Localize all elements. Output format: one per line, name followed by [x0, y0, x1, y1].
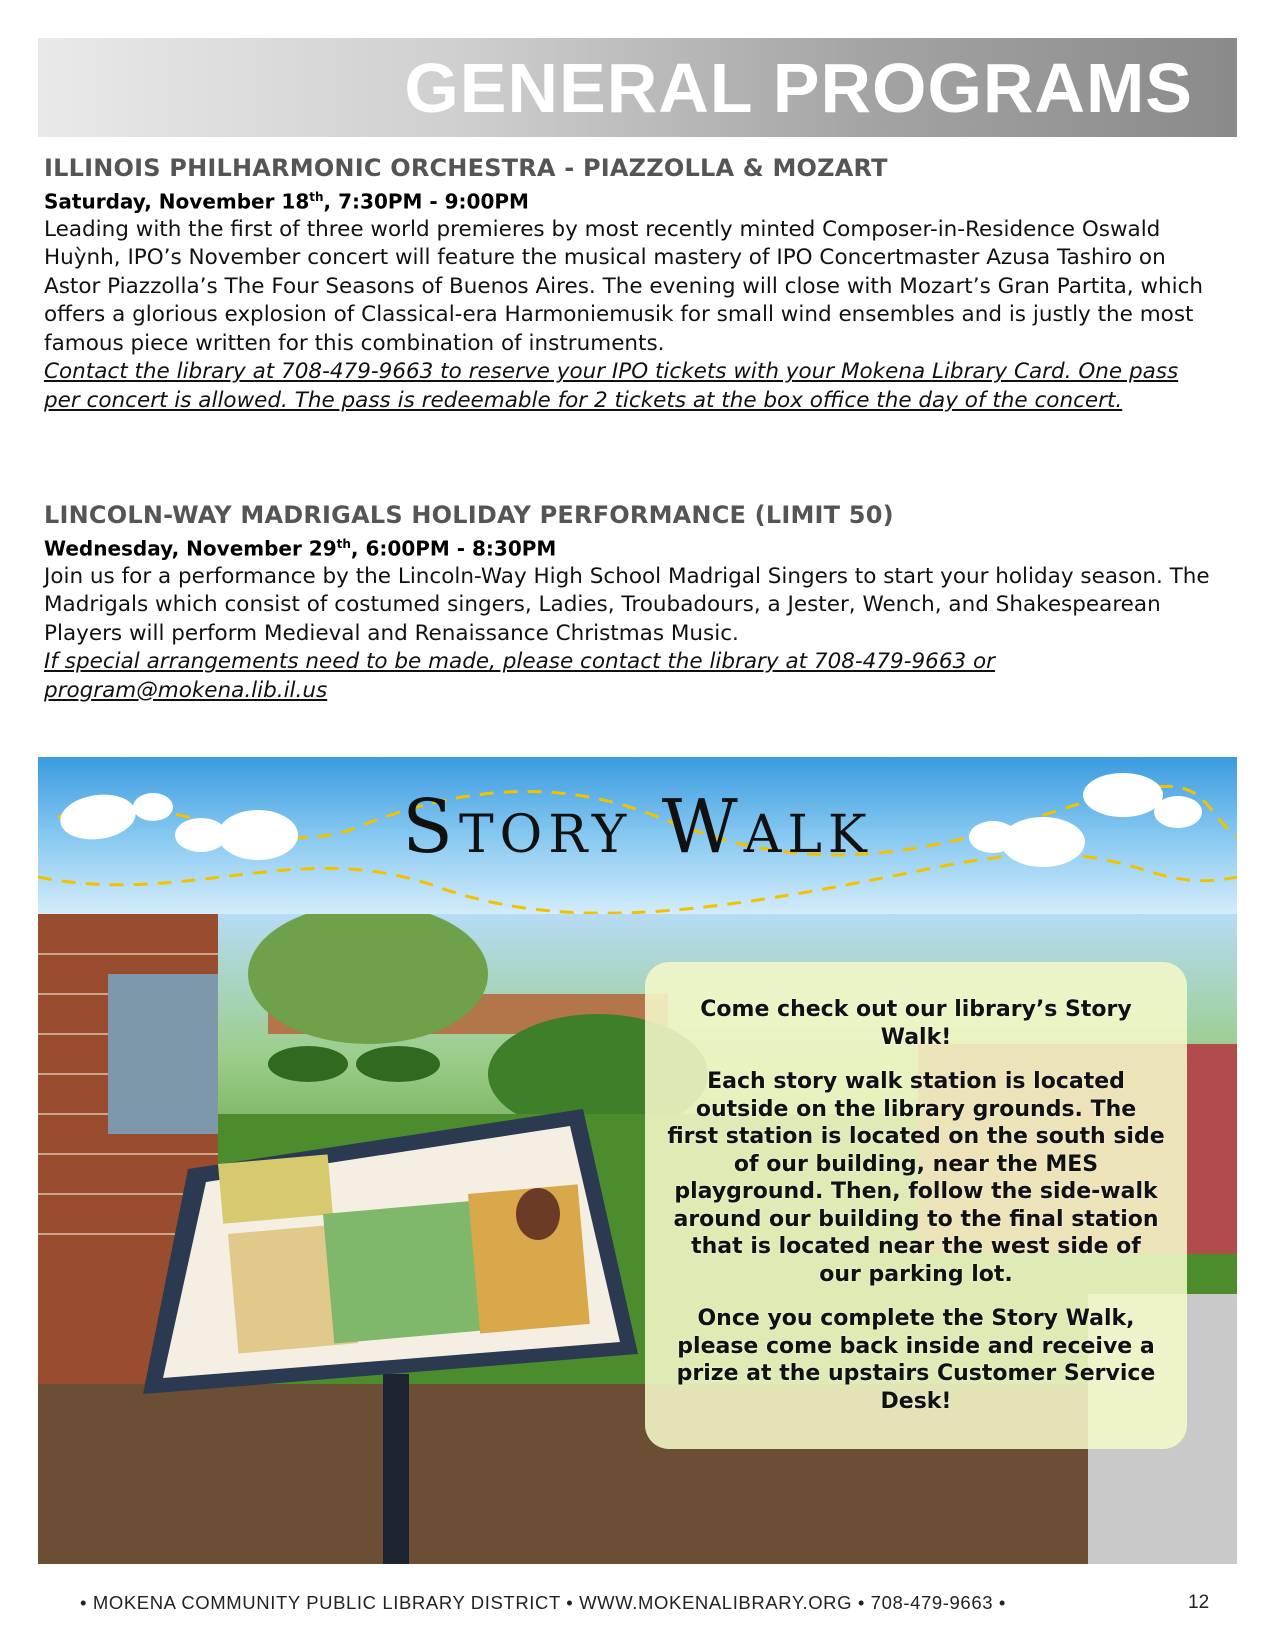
story-walk-intro: Come check out our library’s Story Walk! [700, 997, 1132, 1050]
program-description: Leading with the first of three world premieres by most recently minted Composer-in-Residence Oswald Huỳnh, IPO’s November concert will feature the musical mastery of IPO Concertmaster Azusa Tashiro on Astor Piazzolla’s The Four Seasons of Buenos Aires. The evening will close with Mozart’s Gran Partita, which offers a glorious explosion of Classical-era Harmoniemusik for small wind ensembles and is justly the most famous piece written for this combination of instruments. [44, 216, 1204, 356]
program-ipo [44, 153, 1214, 415]
story-walk-details: Each story walk station is located outside on the library grounds. The first station is located on the south side of our building, near the MES playground. Then, follow the side-walk around our building to the final station that is located near the west side of our parking lot. [667, 1069, 1165, 1287]
page-title: GENERAL PROGRAMS [404, 49, 1193, 127]
footer-contact-line: • MOKENA COMMUNITY PUBLIC LIBRARY DISTRICT • WWW.MOKENALIBRARY.ORG • 708-479-9663 • [80, 1592, 1006, 1613]
program-title: ILLINOIS PHILHARMONIC ORCHESTRA - PIAZZOLLA & MOZART [44, 154, 888, 182]
header-banner [38, 38, 1237, 137]
program-date: Wednesday, November 29th, 6:00PM - 8:30PM [44, 536, 557, 561]
program-note: Contact the library at 708-479-9663 to reserve your IPO tickets with your Mokena Library Card. One pass per concert is allowed. The pass is redeemable for 2 tickets at the box office the day of the concert. [44, 359, 1179, 413]
program-date: Saturday, November 18th, 7:30PM - 9:00PM [44, 189, 529, 214]
story-walk-closing: Once you complete the Story Walk, please come back inside and receive a prize at the upstairs Customer Service Desk! [676, 1306, 1156, 1414]
story-walk-title: Story Walk [402, 784, 873, 870]
story-walk-info-box [645, 962, 1187, 1449]
story-walk-photo [38, 914, 1237, 1564]
program-madrigals [44, 500, 1214, 705]
program-title: LINCOLN-WAY MADRIGALS HOLIDAY PERFORMANCE (LIMIT 50) [44, 501, 894, 529]
story-walk-header [38, 757, 1237, 914]
page-number: 12 [1188, 1592, 1210, 1613]
program-description: Join us for a performance by the Lincoln-Way High School Madrigal Singers to start your holiday season. The Madrigals which consist of costumed singers, Ladies, Troubadours, a Jester, Wench, and Shakespearean Players will perform Medieval and Renaissance Christmas Music. [44, 563, 1210, 646]
story-walk-section [38, 757, 1237, 1564]
program-note: If special arrangements need to be made, please contact the library at 708-479-9663 or program@mokena.lib.il.us [44, 649, 996, 703]
